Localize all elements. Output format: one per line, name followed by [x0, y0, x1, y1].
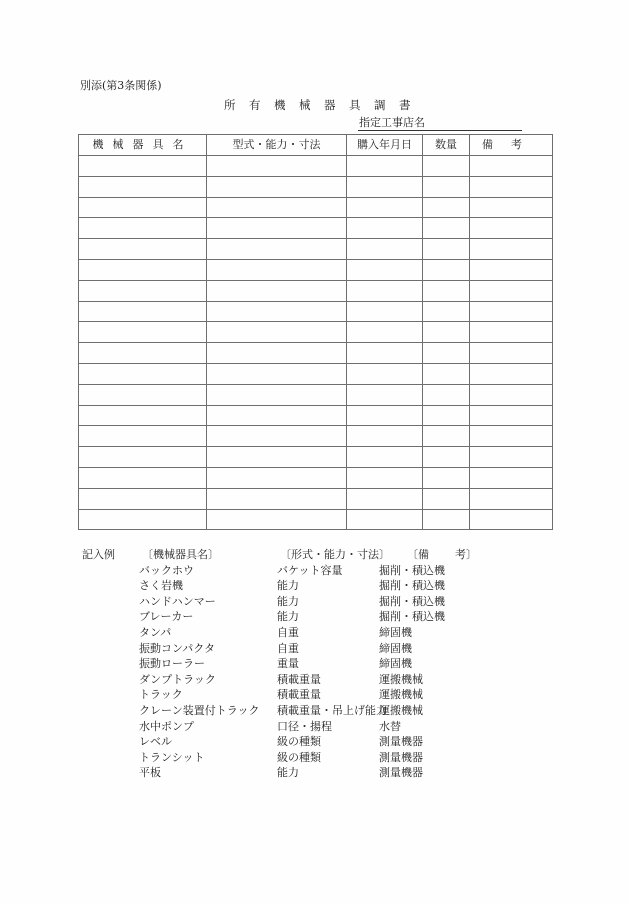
cell-equipment-name[interactable]: [79, 239, 207, 260]
cell-spec[interactable]: [207, 509, 347, 530]
column-header-spec: 型式・能力・寸法: [207, 135, 347, 156]
example-equipment-name: 平板: [139, 766, 161, 780]
cell-equipment-name[interactable]: [79, 322, 207, 343]
cell-spec[interactable]: [207, 176, 347, 197]
table-row: [79, 322, 553, 343]
table-row: [79, 280, 553, 301]
cell-remarks[interactable]: [470, 301, 553, 322]
table-row: [79, 156, 553, 177]
cell-quantity[interactable]: [423, 405, 470, 426]
cell-quantity[interactable]: [423, 488, 470, 509]
example-equipment-name: ハンドハンマー: [139, 594, 216, 608]
example-equipment-name: トランシット: [139, 750, 205, 764]
cell-quantity[interactable]: [423, 239, 470, 260]
cell-spec[interactable]: [207, 301, 347, 322]
cell-quantity[interactable]: [423, 322, 470, 343]
table-row: [79, 176, 553, 197]
cell-equipment-name[interactable]: [79, 218, 207, 239]
examples-header-remarks: [407, 547, 477, 563]
cell-purchase-date[interactable]: [347, 488, 423, 509]
cell-remarks[interactable]: [470, 259, 553, 280]
table-row: [79, 343, 553, 364]
cell-purchase-date[interactable]: [347, 322, 423, 343]
example-remarks: 水替: [379, 719, 401, 733]
example-spec: 自重: [277, 625, 299, 639]
cell-spec[interactable]: [207, 259, 347, 280]
example-spec: 積載重量: [277, 672, 321, 686]
cell-equipment-name[interactable]: [79, 343, 207, 364]
cell-spec[interactable]: [207, 280, 347, 301]
example-equipment-name: 振動ローラー: [139, 657, 205, 671]
cell-purchase-date[interactable]: [347, 447, 423, 468]
example-spec: 重量: [277, 657, 299, 671]
cell-quantity[interactable]: [423, 509, 470, 530]
cell-spec[interactable]: [207, 405, 347, 426]
cell-remarks[interactable]: [470, 197, 553, 218]
column-header-purchase-date: 購入年月日: [347, 135, 423, 156]
cell-remarks[interactable]: [470, 239, 553, 260]
examples-header-remarks-close: 考〕: [455, 548, 477, 561]
cell-quantity[interactable]: [423, 447, 470, 468]
example-remarks: 運搬機械: [379, 672, 423, 686]
cell-remarks[interactable]: [470, 322, 553, 343]
cell-spec[interactable]: [207, 384, 347, 405]
example-spec: 級の種類: [277, 735, 321, 749]
table-row: [79, 488, 553, 509]
cell-equipment-name[interactable]: [79, 467, 207, 488]
cell-purchase-date[interactable]: [347, 405, 423, 426]
example-remarks: 掘削・積込機: [379, 563, 445, 577]
cell-remarks[interactable]: [470, 384, 553, 405]
cell-remarks[interactable]: [470, 218, 553, 239]
column-header-equipment-name: 機械器具名: [79, 135, 207, 156]
cell-spec[interactable]: [207, 197, 347, 218]
example-remarks: 測量機器: [379, 735, 423, 749]
cell-spec[interactable]: [207, 322, 347, 343]
table-row: [79, 384, 553, 405]
example-remarks: 掘削・積込機: [379, 579, 445, 593]
cell-purchase-date[interactable]: [347, 239, 423, 260]
cell-remarks[interactable]: [470, 488, 553, 509]
example-spec: 積載重量・吊上げ能力: [277, 703, 387, 717]
cell-spec[interactable]: [207, 343, 347, 364]
cell-equipment-name[interactable]: [79, 509, 207, 530]
cell-purchase-date[interactable]: [347, 343, 423, 364]
cell-remarks[interactable]: [470, 156, 553, 177]
table-row: [79, 218, 553, 239]
cell-remarks[interactable]: [470, 176, 553, 197]
example-spec: 口径・揚程: [277, 719, 332, 733]
example-equipment-name: タンパ: [139, 625, 172, 639]
cell-purchase-date[interactable]: [347, 384, 423, 405]
example-remarks: 掘削・積込機: [379, 594, 445, 608]
cell-equipment-name[interactable]: [79, 301, 207, 322]
example-equipment-name: ブレーカー: [139, 610, 194, 624]
cell-remarks[interactable]: [470, 363, 553, 384]
cell-remarks[interactable]: [470, 405, 553, 426]
cell-purchase-date[interactable]: [347, 218, 423, 239]
cell-spec[interactable]: [207, 488, 347, 509]
contractor-name-field[interactable]: [358, 116, 522, 131]
cell-spec[interactable]: [207, 218, 347, 239]
table-row: [79, 197, 553, 218]
example-spec: 能力: [277, 766, 299, 780]
cell-quantity[interactable]: [423, 280, 470, 301]
contractor-name-label: 指定工事店名: [359, 116, 425, 129]
example-equipment-name: ダンプトラック: [139, 672, 216, 686]
table-row: [79, 405, 553, 426]
cell-remarks[interactable]: [470, 467, 553, 488]
example-equipment-name: バックホウ: [139, 563, 194, 577]
example-equipment-name: トラック: [139, 688, 183, 702]
table-row: [79, 509, 553, 530]
example-remarks: 運搬機械: [379, 703, 423, 717]
example-remarks: 締固機: [379, 657, 412, 671]
cell-equipment-name[interactable]: [79, 156, 207, 177]
cell-purchase-date[interactable]: [347, 467, 423, 488]
example-equipment-name: 振動コンパクタ: [139, 641, 216, 655]
cell-purchase-date[interactable]: [347, 280, 423, 301]
cell-spec[interactable]: [207, 447, 347, 468]
cell-equipment-name[interactable]: [79, 259, 207, 280]
cell-quantity[interactable]: [423, 343, 470, 364]
cell-purchase-date[interactable]: [347, 426, 423, 447]
example-remarks: 運搬機械: [379, 688, 423, 702]
examples-header-remarks-open: 〔備: [407, 548, 429, 561]
example-remarks: 締固機: [379, 625, 412, 639]
example-spec: 自重: [277, 641, 299, 655]
cell-spec[interactable]: [207, 156, 347, 177]
example-remarks: 測量機器: [379, 766, 423, 780]
column-header-quantity: 数量: [423, 135, 470, 156]
table-row: [79, 447, 553, 468]
cell-remarks[interactable]: [470, 509, 553, 530]
cell-remarks[interactable]: [470, 426, 553, 447]
cell-spec[interactable]: [207, 239, 347, 260]
table-row: [79, 301, 553, 322]
table-row: [79, 259, 553, 280]
examples-header-spec: 〔形式・能力・寸法〕: [280, 548, 390, 561]
example-remarks: 測量機器: [379, 750, 423, 764]
cell-quantity[interactable]: [423, 218, 470, 239]
cell-equipment-name[interactable]: [79, 426, 207, 447]
annex-label: 別添(第3条関係): [80, 79, 162, 92]
table-body: [79, 156, 553, 530]
page-title: 所有機械器具調書: [224, 98, 424, 112]
cell-purchase-date[interactable]: [347, 156, 423, 177]
example-equipment-name: レベル: [139, 735, 172, 749]
example-spec: 能力: [277, 610, 299, 624]
cell-purchase-date[interactable]: [347, 509, 423, 530]
cell-equipment-name[interactable]: [79, 280, 207, 301]
example-remarks: 掘削・積込機: [379, 610, 445, 624]
cell-purchase-date[interactable]: [347, 176, 423, 197]
cell-spec[interactable]: [207, 467, 347, 488]
table-header-row: [79, 135, 553, 156]
equipment-inventory-table: [78, 134, 553, 530]
example-remarks: 締固機: [379, 641, 412, 655]
table-row: [79, 467, 553, 488]
example-equipment-name: 水中ポンプ: [139, 719, 194, 733]
cell-quantity[interactable]: [423, 301, 470, 322]
cell-equipment-name[interactable]: [79, 488, 207, 509]
cell-quantity[interactable]: [423, 467, 470, 488]
cell-purchase-date[interactable]: [347, 363, 423, 384]
examples-header-name: 〔機械器具名〕: [142, 548, 219, 561]
cell-quantity[interactable]: [423, 384, 470, 405]
table-row: [79, 363, 553, 384]
cell-equipment-name[interactable]: [79, 197, 207, 218]
cell-equipment-name[interactable]: [79, 363, 207, 384]
table-row: [79, 239, 553, 260]
example-equipment-name: さく岩機: [139, 579, 183, 593]
cell-remarks[interactable]: [470, 280, 553, 301]
cell-quantity[interactable]: [423, 156, 470, 177]
cell-quantity[interactable]: [423, 426, 470, 447]
cell-quantity[interactable]: [423, 176, 470, 197]
cell-purchase-date[interactable]: [347, 197, 423, 218]
cell-quantity[interactable]: [423, 197, 470, 218]
cell-equipment-name[interactable]: [79, 447, 207, 468]
cell-purchase-date[interactable]: [347, 301, 423, 322]
cell-spec[interactable]: [207, 363, 347, 384]
examples-lead-label: 記入例: [82, 548, 115, 561]
example-spec: 能力: [277, 594, 299, 608]
cell-purchase-date[interactable]: [347, 259, 423, 280]
cell-equipment-name[interactable]: [79, 384, 207, 405]
example-spec: 積載重量: [277, 688, 321, 702]
column-header-remarks: 備考: [470, 135, 553, 156]
example-spec: バケット容量: [277, 563, 343, 577]
example-spec: 級の種類: [277, 750, 321, 764]
cell-equipment-name[interactable]: [79, 176, 207, 197]
cell-equipment-name[interactable]: [79, 405, 207, 426]
cell-remarks[interactable]: [470, 343, 553, 364]
table-row: [79, 426, 553, 447]
cell-quantity[interactable]: [423, 363, 470, 384]
example-spec: 能力: [277, 579, 299, 593]
cell-quantity[interactable]: [423, 259, 470, 280]
example-equipment-name: クレーン装置付トラック: [139, 703, 260, 717]
cell-spec[interactable]: [207, 426, 347, 447]
cell-remarks[interactable]: [470, 447, 553, 468]
